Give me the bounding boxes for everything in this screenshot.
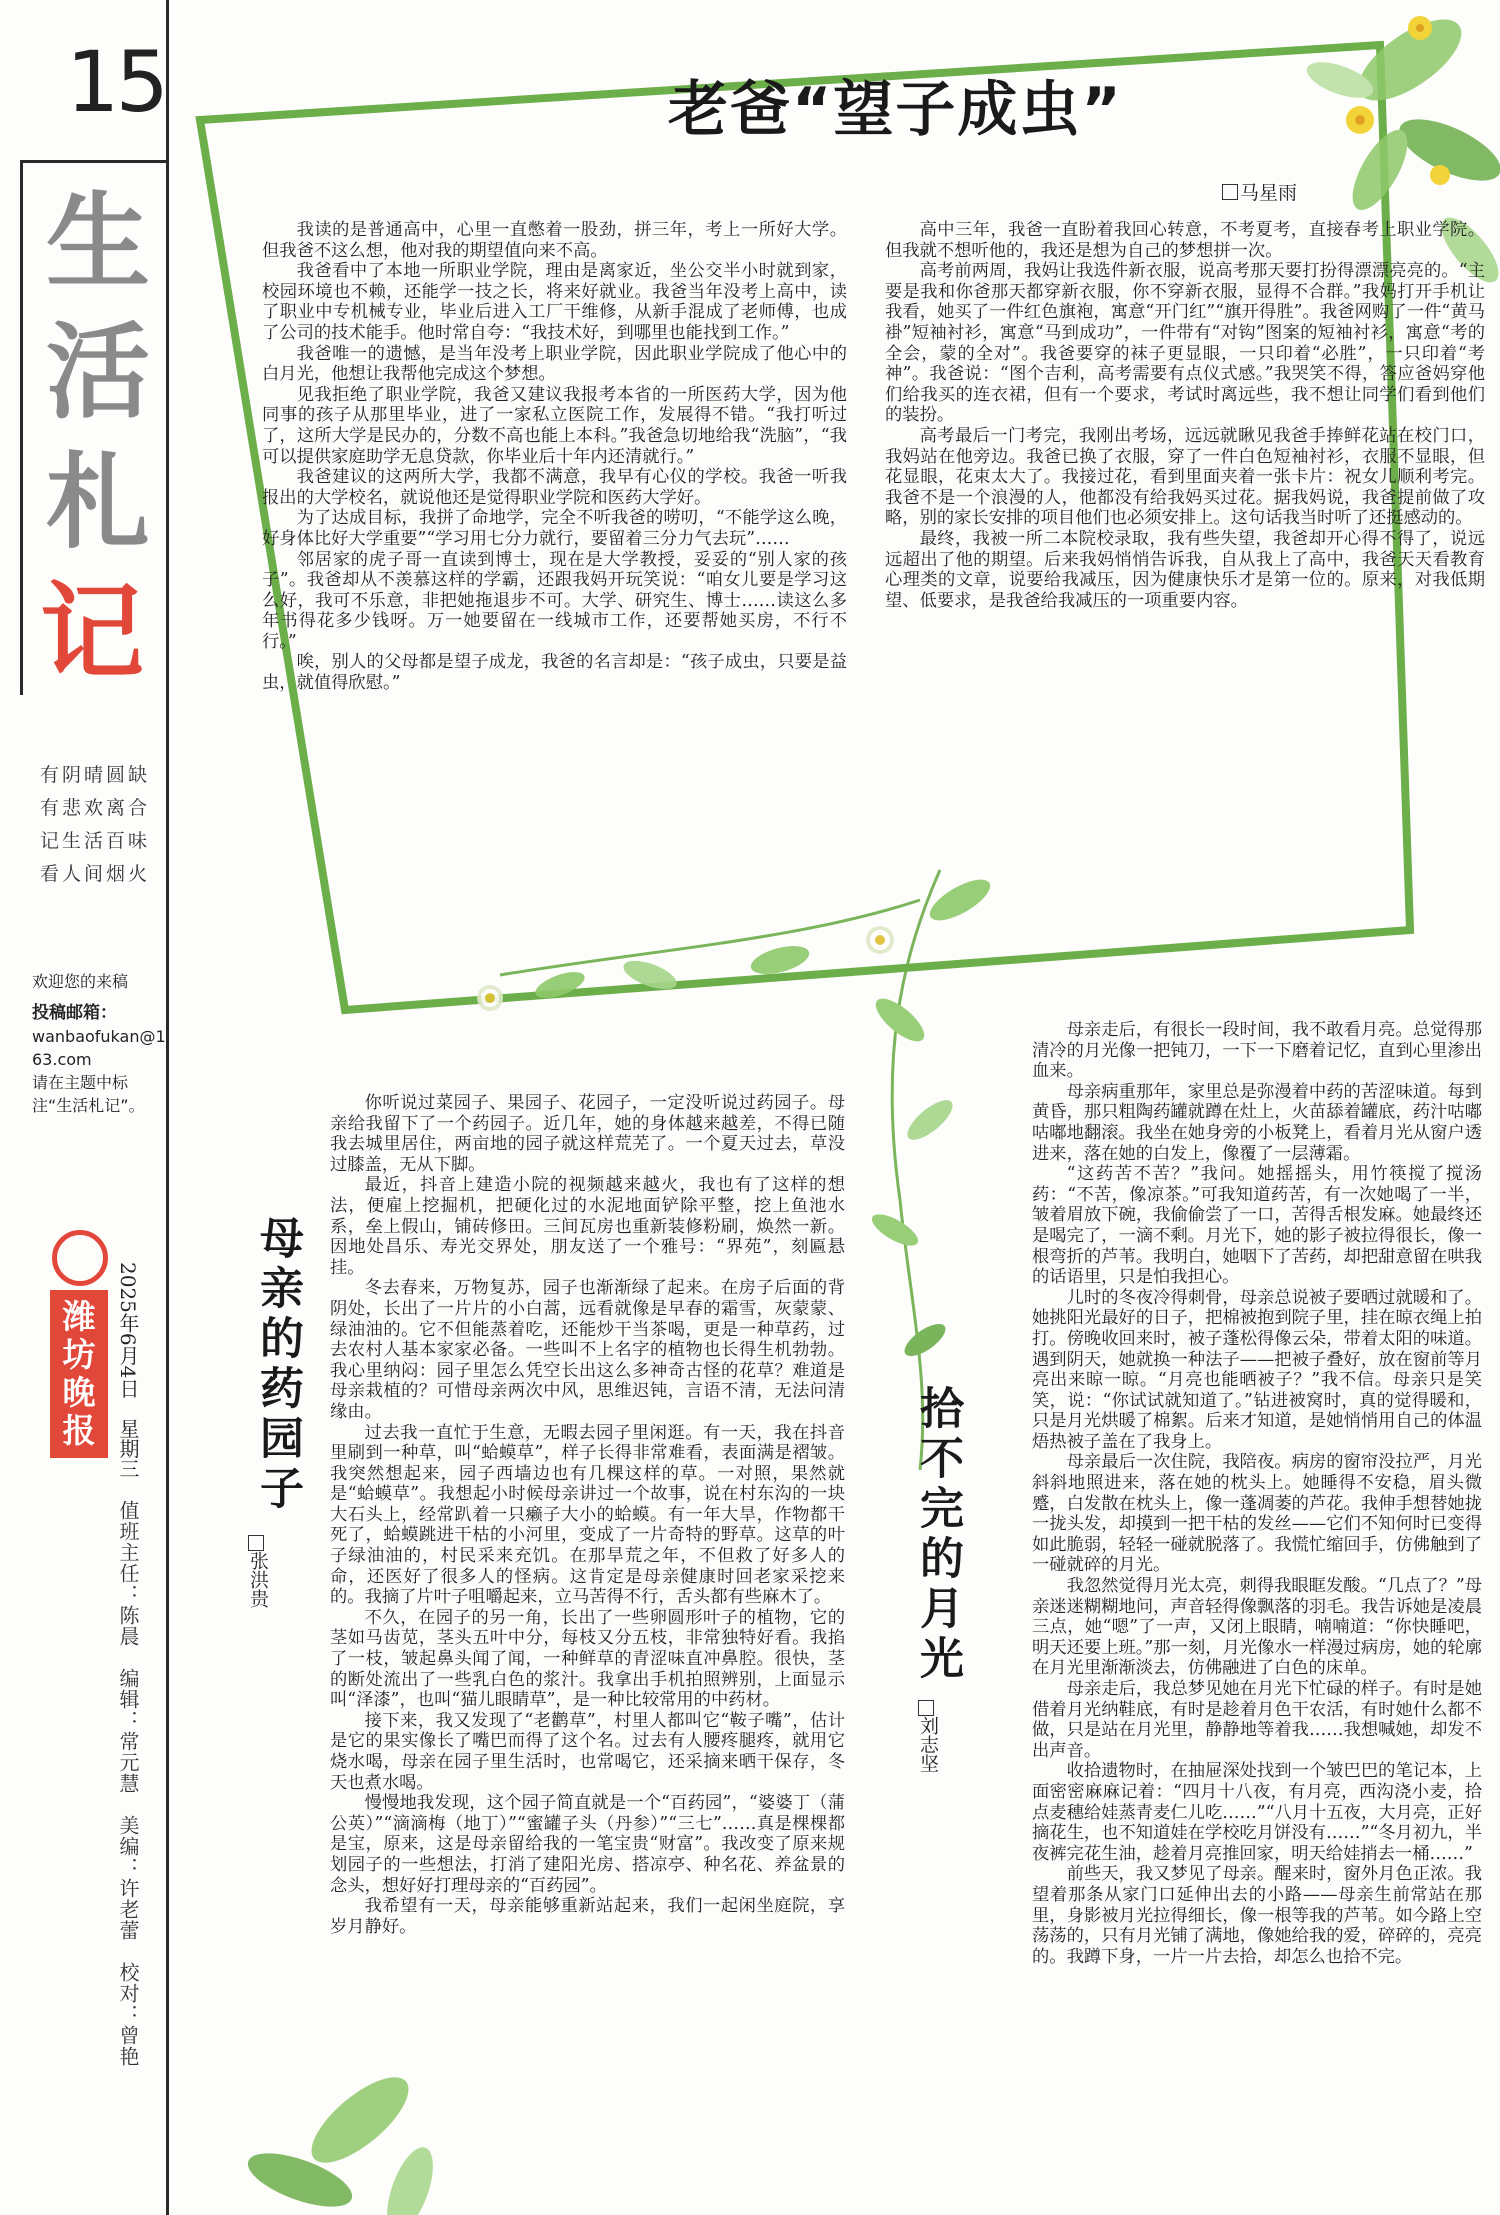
paragraph: 冬去春来，万物复苏，园子也渐渐绿了起来。在房子后面的背阴处，长出了一片片的小白蒿，远看就像是早春的霜雪，灰蒙蒙、绿油油的。它不但能蒸着吃，还能炒干当茶喝，更是一种草药，过去农村人基本家家必备。一些叫不上名字的植物也长得生机勃勃。我心里纳闷：园子里怎么凭空长出这么多神奇古怪的花草？难道是母亲栽植的？可惜母亲两次中风，思维迟钝，言语不清，无法问清缘由。 [330, 1278, 845, 1422]
paragraph: 最终，我被一所二本院校录取，我有些失望，我爸却开心得不得了，说远远超出了他的期望。后来我妈悄悄告诉我，自从我上了高中，我爸天天看教育心理类的文章，说要给我减压，因为健康快乐才是第一位的。原来，对我低期望、低要求，是我爸给我减压的一项重要内容。 [885, 528, 1485, 611]
paragraph: 过去我一直忙于生意，无暇去园子里闲逛。有一天，我在抖音里刷到一种草，叫“蛤蟆草”，样子长得非常难看，表面满是褶皱。我突然想起来，园子西墙边也有几棵这样的草。一对照，果然就是“蛤蟆草”。我想起小时候母亲讲过一个故事，说在村东沟的一块大石头上，经常趴着一只癞子大小的蛤蟆。有一年大旱，作物都干死了，蛤蟆跳进干枯的小河里，变成了一片奇特的野草。这草的叶子绿油油的，村民采来充饥。在那旱荒之年，不但救了好多人的命，还医好了很多人的怪病。这肯定是母亲健康时回老家采挖来的。我摘了片叶子咀嚼起来，立马苦得不行，舌头都有些麻木了。 [330, 1422, 845, 1608]
motto-line: 看人间烟火 [40, 863, 151, 885]
byline-box-icon [1222, 184, 1238, 200]
article-title: 老爸“望子成虫” [668, 75, 1123, 145]
newspaper-logo-icon [52, 1230, 108, 1286]
staff-credits: 值班主任：陈晨 编辑：常元慧 美编：许老蕾 校对：曾艳 [116, 1500, 140, 2067]
column-title-char: 记 [40, 571, 145, 693]
welcome-text: 欢迎您的来稿 [32, 972, 129, 991]
email-address[interactable]: wanbaofukan@163.com [32, 1027, 166, 1069]
paragraph: 高考前两周，我妈让我选件新衣服，说高考那天要打扮得漂漂亮亮的。“主要是我和你爸那天都穿新衣服，你不穿新衣服，显得不合群。”我妈打开手机让我看，她买了一件红色旗袍，寓意“开门红”“旗开得胜”。我爸网购了一件“黄马褂”短袖衬衫，寓意“马到成功”，一件带有“对钩”图案的短袖衬衫，寓意“考的全会，蒙的全对”。我爸要穿的袜子更显眼，一只印着“必胜”，一只印着“考神”。我爸说：“图个吉利，高考需要有点仪式感。”我哭笑不得，答应爸妈穿他们给我买的连衣裙，但有一个要求，考试时离远些，我不想让同学们看到他们的装扮。 [885, 261, 1485, 426]
paragraph: 儿时的冬夜冷得刺骨，母亲总说被子要晒过就暖和了。她挑阳光最好的日子，把棉被抱到院子里，挂在晾衣绳上拍打。傍晚收回来时，被子蓬松得像云朵，带着太阳的味道。遇到阴天，她就换一种法子——把被子叠好，放在窗前等月亮出来晾一晾。“月亮也能晒被子？”我不信。母亲只是笑笑，说：“你试试就知道了。”钻进被窝时，真的觉得暖和，只是月光烘暖了棉絮。后来才知道，是她悄悄用自己的体温焐热被子盖在了我身上。 [1032, 1287, 1482, 1452]
paragraph: 母亲病重那年，家里总是弥漫着中药的苦涩味道。每到黄昏，那只粗陶药罐就蹲在灶上，火苗舔着罐底，药汁咕嘟咕嘟地翻滚。我坐在她身旁的小板凳上，看着月光从窗户透进来，落在她的白发上，像覆了一层薄霜。 [1032, 1081, 1482, 1164]
contribute-box [32, 970, 166, 1117]
submission-note: 请在主题中标注“生活札记”。 [32, 1073, 145, 1115]
paragraph: 我希望有一天，母亲能够重新站起来，我们一起闲坐庭院，享岁月静好。 [330, 1896, 845, 1937]
paragraph: 我忽然觉得月光太亮，刺得我眼眶发酸。“几点了？”母亲迷迷糊糊地问，声音轻得像飘落的羽毛。我告诉她是凌晨三点，她“嗯”了一声，又闭上眼睛，喃喃道：“你快睡吧，明天还要上班。”那一刻，月光像水一样漫过病房，她的轮廓在月光里渐渐淡去，仿佛融进了白色的床单。 [1032, 1576, 1482, 1679]
author-name: 马星雨 [1240, 182, 1298, 204]
paragraph: 唉，别人的父母都是望子成龙，我爸的名言却是：“孩子成虫，只要是益虫，就值得欣慰。” [262, 652, 847, 694]
article-title: 母亲的药园子 [252, 1215, 303, 1515]
paragraph: 高中三年，我爸一直盼着我回心转意，不考夏考，直接春考上职业学院。但我就不想听他的，我还是想为自己的梦想拼一次。 [885, 220, 1485, 261]
paragraph: 高考最后一门考完，我刚出考场，远远就瞅见我爸手捧鲜花站在校门口，我妈站在他旁边。我爸已换了衣服，穿了一件白色短袖衬衫，衣服不显眼，但花显眼，花束太大了。我接过花，看到里面夹着一张卡片：祝女儿顺利考完。我爸不是一个浪漫的人，他都没有给我妈买过花。据我妈说，我爸提前做了攻略，别的家长安排的项目他们也必须安排上。这句话我当时听了还挺感动的。 [885, 425, 1485, 529]
paragraph: “这药苦不苦？”我问。她摇摇头，用竹筷搅了搅汤药：“不苦，像凉茶。”可我知道药苦，有一次她喝了一半，皱着眉放下碗，我偷偷尝了一口，苦得舌根发麻。她最终还是喝完了，一滴不剩。月光下，她的影子被拉得很长，像一根弯折的芦苇。我明白，她咽下了苦药，却把甜意留在哄我的话语里，只是怕我担心。 [1032, 1164, 1482, 1288]
column-title-char: 札 [46, 441, 151, 563]
issue-date: 2025年6月4日 星期三 [116, 1262, 140, 1479]
article-title: 拾不完的月光 [912, 1385, 963, 1685]
paragraph: 收拾遗物时，在抽屉深处找到一个皱巴巴的笔记本，上面密密麻麻记着：“四月十八夜，有月亮，西沟浇小麦，拾点麦穗给娃蒸青麦仁儿吃……”“八月十五夜，大月亮，正好摘花生，也不知道娃在学校吃月饼没有……”“冬月初九，半夜裤完花生油，趁着月亮推回家，明天给娃捎去一桶……” [1032, 1761, 1482, 1864]
author-name: 刘志坚 [917, 1716, 939, 1773]
paragraph: 邻居家的虎子哥一直读到博士，现在是大学教授，妥妥的“别人家的孩子”。我爸却从不羡慕这样的学霸，还跟我妈开玩笑说：“咱女儿要是学习这么好，我可不乐意，非把她拖退步不可。大学、研究生、博士……读这么多年书得花多少钱呀。万一她要留在一线城市工作，还要帮她买房，不行不行。” [262, 549, 847, 652]
article-byline [245, 1535, 272, 1608]
paragraph: 慢慢地我发现，这个园子简直就是一个“百药园”，“婆婆丁（蒲公英）”“滴滴梅（地丁）”“蜜罐子头（丹参）”“三七”……真是棵棵都是宝，原来，这是母亲留给我的一笔宝贵“财富”。我改变了原来规划园子的一些想法，打消了建阳光房、搭凉亭、种名花、养盆景的念头，想好好打理母亲的“百药园”。 [330, 1793, 845, 1896]
paragraph: 我爸唯一的遗憾，是当年没考上职业学院，因此职业学院成了他心中的白月光，他想让我帮他完成这个梦想。 [262, 343, 847, 385]
paragraph: 母亲最后一次住院，我陪夜。病房的窗帘没拉严，月光斜斜地照进来，落在她的枕头上。她睡得不安稳，眉头微蹙，白发散在枕头上，像一蓬凋萎的芦花。我伸手想替她拢一拢头发，却摸到一把干枯的发丝——它们不知何时已变得如此脆弱，轻轻一碰就脱落了。我慌忙缩回手，仿佛触到了一碰就碎的月光。 [1032, 1452, 1482, 1576]
article-body-column [330, 1093, 845, 1937]
column-title-char: 活 [46, 311, 151, 433]
byline-box-icon [248, 1535, 264, 1551]
paragraph: 我爸看中了本地一所职业学院，理由是离家近，坐公交半小时就到家，校园环境也不赖，还能学一技之长，将来好就业。我爸当年没考上高中，读了职业中专机械专业，毕业后进入工厂干维修，从新手混成了老师傅，也成了公司的技术能手。他时常自夸：“我技术好，到哪里也能找到工作。” [262, 261, 847, 343]
paragraph: 前些天，我又梦见了母亲。醒来时，窗外月色正浓。我望着那条从家门口延伸出去的小路——母亲生前常站在那里，身影被月光拉得细长，像一根等我的芦苇。如今路上空荡荡的，只有月光铺了满地，像她给我的爱，碎碎的，亮亮的。我蹲下身，一片一片去拾，却怎么也拾不完。 [1032, 1864, 1482, 1967]
newspaper-name [50, 1290, 108, 1458]
leaf-cluster-bottom-left [241, 2063, 442, 2215]
motto-line: 有阴晴圆缺 [40, 764, 151, 786]
article-body-column [1032, 1020, 1482, 1967]
newspaper-name-text: 潍坊晚报 [62, 1297, 96, 1450]
author-name: 张洪贵 [247, 1551, 269, 1608]
article-byline [1222, 178, 1297, 205]
email-label: 投稿邮箱： [32, 1003, 117, 1023]
motto-line: 记生活百味 [40, 830, 151, 852]
paragraph: 见我拒绝了职业学院，我爸又建议我报考本省的一所医药大学，因为他同事的孩子从那里毕业，进了一家私立医院工作，发展得不错。“我打听过了，这所大学是民办的，分数不高也能上本科。”我爸急切地给我“洗脑”，“我可以提供家庭助学无息贷款，你毕业后十年内还清就行。” [262, 384, 847, 467]
paragraph: 最近，抖音上建造小院的视频越来越火，我也有了这样的想法，便雇上挖掘机，把硬化过的水泥地面铲除平整，挖上鱼池水系，垒上假山，铺砖修田。三间瓦房也重新装修粉刷，焕然一新。因地处昌乐、寿光交界处，朋友送了一个雅号：“界苑”，刻匾悬挂。 [330, 1175, 845, 1278]
article-byline [915, 1700, 942, 1773]
paragraph: 我读的是普通高中，心里一直憋着一股劲，拼三年，考上一所好大学。但我爸不这么想，他对我的期望值向来不高。 [262, 220, 847, 261]
article-body-column [262, 220, 847, 694]
paragraph: 母亲走后，我总梦见她在月光下忙碌的样子。有时是她借着月光纳鞋底，有时是趁着月色干农活，有时她什么都不做，只是站在月光里，静静地等着我……我想喊她，却发不出声音。 [1032, 1679, 1482, 1761]
article-body-column [885, 220, 1485, 611]
column-title-char: 生 [46, 181, 151, 303]
paragraph: 不久，在园子的另一角，长出了一些卵圆形叶子的植物，它的茎如马齿苋，茎头五叶中分，每枝又分五枝，非常独特好看。我掐了一枝，皱起鼻头闻了闻，一种鲜草的青涩味直冲鼻腔。很快，茎的断处流出了一些乳白色的浆汁。我拿出手机拍照辨别，上面显示叫“泽漆”，也叫“猫儿眼睛草”，是一种比较常用的中药材。 [330, 1607, 845, 1711]
paragraph: 为了达成目标，我拼了命地学，完全不听我爸的唠叨，“不能学这么晚，好身体比好大学重要”“学习用七分力就行，要留着三分力气去玩”…… [262, 508, 847, 549]
paragraph: 接下来，我又发现了“老鹳草”，村里人都叫它“鞍子嘴”，估计是它的果实像长了嘴巴而得了这个名。过去有人腰疼腿疼，就用它烧水喝，母亲在园子里生活时，也常喝它，还采摘来晒干保存，冬天也煮水喝。 [330, 1710, 845, 1793]
rail-divider [166, 0, 169, 2215]
paragraph: 我爸建议的这两所大学，我都不满意，我早有心仪的学校。我爸一听我报出的大学校名，就说他还是觉得职业学院和医药大学好。 [262, 467, 847, 508]
paragraph: 母亲走后，有很长一段时间，我不敢看月亮。总觉得那清冷的月光像一把钝刀，一下一下磨着记忆，直到心里渗出血来。 [1032, 1020, 1482, 1082]
paragraph: 你听说过菜园子、果园子、花园子，一定没听说过药园子。母亲给我留下了一个药园子。近几年，她的身体越来越差，不得已随我去城里居住，两亩地的园子就这样荒芜了。一个夏天过去，草没过膝盖，无从下脚。 [330, 1093, 845, 1175]
page-number: 15 [66, 33, 165, 131]
motto-line: 有悲欢离合 [40, 797, 151, 819]
byline-box-icon [918, 1700, 934, 1716]
